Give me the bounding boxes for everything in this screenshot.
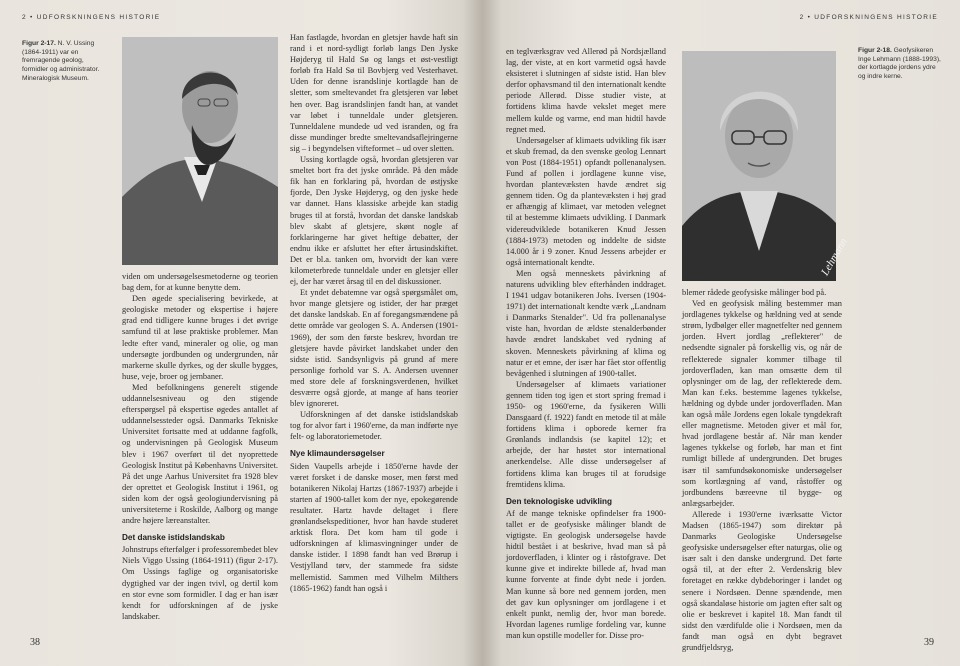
paragraph: Af de mange tekniske opfindelser fra 1900-tallet er de geofysiske målinger blandt de vigtigste. En geologisk undersøgelse havde hidtil bestået i at beskrive, hvad man så på jordoverfladen, i klinter og i råstofgrave. Det kunne give et indirekte billede af, hvad man kunne forvente at finde dybt nede i jorden. Man kunne så bore ned gennem jorden, men det gav kun oplysninger om jordlagene i et enkelt punkt, nemlig der, hvor man borede. Hvordan lagenes rumlige fordeling var, kunne man kun opstille modeller for. Disse pro-: [506, 508, 666, 640]
paragraph: Johnstrups efterfølger i professorembedet blev Niels Viggo Ussing (1864-1911) (figur 2-17). Om Ussings faglige og organisatoriske dygtighed var der ingen tvivl, og dertil kom en stor evne som formidler. I dag er han især kendt for udforskningen af de jyske landskaber.: [122, 545, 278, 621]
right-page: [482, 0, 960, 666]
right-column-2: [682, 287, 842, 653]
portrait-photo-ussing: [122, 37, 278, 265]
portrait-illustration: [122, 37, 278, 265]
page-number: 38: [30, 637, 40, 648]
paragraph: Men også menneskets påvirkning af naturens udvikling blev efterhånden inddraget. I 1941 udgav botanikeren Johs. Iversen (1904-1971) det internationalt kendte værk „Landnam i Danmarks Stenalder". Ud fra pollenanalyse viste han, hvordan de ældste stenalderbønder havde ændret landskabet ved rydning af skoven. Menneskets påvirkning af klima og natur er et emne, der især har fået stor offentlig bevågenhed i slutningen af 1900-tallet.: [506, 268, 666, 378]
paragraph: blemer rådede geofysiske målinger bod på.: [682, 288, 827, 297]
figure-caption-text: N. V. Ussing (1864-1911) var en fremragende geolog, formidler og administrator. Mineralogisk Museum.: [22, 40, 100, 82]
paragraph: Med befolkningens generelt stigende uddannelsesniveau og den stigende efterspørgsel på ekspertise øgedes antallet af uddannelsessteder også. Danmarks Tekniske Universitet fortsatte med at uddanne fagfolk, og undervisningen på Geologisk Museum blev i 1967 overført til det nyoprettede Geologisk Institut på Københavns Universitet. På det unge Aarhus Universitet fra 1928 blev der oprettet et Geologisk Institut i 1961, og siden kom der også geologiundervisning på universiteterne i Roskilde, Aalborg og mange andre højere læreanstalter.: [122, 382, 278, 526]
left-column-1: [122, 271, 278, 622]
running-header: 2 • UDFORSKNINGENS HISTORIE: [799, 14, 938, 21]
paragraph: Allerede i 1930'erne iværksatte Victor Madsen (1865-1947) som direktør på Danmarks Geologiske Undersøgelse geofysiske undersøgelser efter naturgas, olie og især salt i den danske undergrund. Det førte også til, at der efter 2. Verdenskrig blev foretaget en række dybdeboringer i landet og senere i Nordsøen. Denne spændende, men også skandaløse historie om jagten efter salt og olie er beskrevet i kapitel 18. Man fandt til sidst den værdifulde olie i Nordsøen, men da fandt man også en dybt begravet grundfjeldsryg,: [682, 509, 842, 652]
paragraph: Undersøgelser af klimaets udvikling fik især et skub fremad, da den svenske geolog Lennart von Post (1884-1951) opfandt pollenanalysen. Fund af pollen i jordlagene kunne vise, hvordan plantevæksten havde ændret sig gennem tiden. Og da plantevæksten i høj grad er afhængig af klimaet, var metoden velegnet til at bestemme klimaets udvikling. I Danmark videreudviklede botanikeren Knud Jessen (1884-1973) metoden og inddelte de sidste 14.000 år i 9 zoner. Knud Jessens arbejder er også internationalt kendte.: [506, 135, 666, 267]
section-heading: Nye klimaundersøgelser: [290, 449, 385, 459]
paragraph: Han fastlagde, hvordan en gletsjer havde haft sin rand i et nord-sydligt forløb langs Den Jyske Højderyg til Hald Sø og langs et øst-vestligt forløb fra Hald Sø til Bovbjerg ved Vesterhavet. Uden for denne israndslinje kortlagde han de sletter, som smeltevandet fra gletsjeren var løbet hen over. Bag israndslinjen fandt han, at vandet var løbet i tunneldale under gletsjeren. Tunneldalene mundede ud ved isranden, og fra disse mundinger bredte smeltevandsaflejringerne sig – i begyndelsen vifteformet – ud over sletten.: [290, 33, 458, 153]
figure-label: Figur 2-18.: [858, 47, 892, 54]
paragraph: Siden Vaupells arbejde i 1850'erne havde der været forsket i de danske moser, men først med botanikeren Nikolaj Hartzs (1867-1937) arbejde i starten af 1900-tallet kom der nye, epokegørende resultater. Hartz havde deltaget i flere grønlandsekspeditioner, hvor han havde studeret arktisk flora. Det kom ham til gode i udforskningen af klimasvingninger under de danske istider. I 1898 fandt han ved Brørup i Vestjylland tørv, der stammede fra sidste mellemistid. Sammen med Vilhelm Milthers (1865-1962) fandt han også i: [290, 461, 458, 593]
right-column-1: [506, 46, 666, 641]
portrait-photo-lehmann: [682, 51, 850, 281]
paragraph: Ved en geofysisk måling bestemmer man jordlagenes tykkelse og hældning ved at sende strøm, lydbølger eller magnetfelter ned gennem jorden. Hvert jordlag „reflekterer" de nedsendte signaler på forskellig vis, og når de reflekterede signaler kommer tilbage til jordoverfladen, kan man omsætte dem til oplysninger om de lag, der reflekterede dem. Man kan f.eks. bestemme lagenes tykkelse, hældning og dybde under jordoverfladen. Man kan også måle Jordens egen lokale tyngdekraft eller magnetisme. Metoden giver et mål for, hvad jordlagene består af. Når man kender lagenes tykkelse og forløb, har man et fint rumligt billede af undergrunden. Det bruges især til samfundsøkonomiske undersøgelser som kortlægning af vand, råstoffer og jordbundens bæreevne til bygge- og anlægsarbejder.: [682, 299, 842, 508]
signature: Lehmann: [819, 236, 850, 278]
figure-caption-text: Geofysikeren Inge Lehmann (1888-1993), der kortlagde jordens ydre og indre kerne.: [858, 47, 941, 81]
running-header: 2 • UDFORSKNINGENS HISTORIE: [22, 14, 161, 21]
section-heading: Den teknologiske udvikling: [506, 496, 613, 506]
figure-label: Figur 2-17.: [22, 40, 56, 47]
page-number: 39: [924, 637, 934, 648]
portrait-illustration: [682, 51, 836, 281]
paragraph: Den øgede specialisering bevirkede, at geologiske metoder og ekspertise i højere grad end tidligere kunne bruges i det øvrige samfund til at løse praktiske problemer. Man ledte efter vand, mineraler og olie, og man undersøgte jordbunden og undergrunden, når markerne skulle dyrkes, og der skulle bygges, huse, veje, broer og jernbaner.: [122, 294, 278, 381]
paragraph: Et yndet debatemne var også spørgsmålet om, hvor mange gletsjere og istider, der har præget det danske landskab. En af foregangsmændene på dette område var geologen S. A. Andersen (1901-1969), der som den første beskrev, hvordan tre gletsjere havde påvirket landskabet under den sidste istid. Sandsynligvis på grund af mere personlige forhold var S. A. Andersen uvenner med store dele af forskningsverdenen, hvilket desværre også gjorde, at mange af hans teorier blev ignoreret.: [290, 288, 458, 409]
paragraph: Udforskningen af det danske istidslandskab tog for alvor fart i 1960'erne, da man indførte nye felt- og laboratoriemetoder.: [290, 410, 458, 442]
paragraph: en teglværksgrav ved Allerød på Nordsjælland lag, der viste, at en kort varmetid også havde eksisteret i slutningen af sidste istid. Han blev derfor ophavsmand til den internationalt kendte periode Allerød. Disse studier viste, at fortidens klima havde vekslet meget mere mellem kulde og varme, end man hidtil havde regnet med.: [506, 47, 666, 134]
figure-caption: [22, 40, 108, 84]
paragraph: Undersøgelser af klimaets variationer gennem tiden tog igen et stort spring fremad i 1950- og 1960'erne, da fysikeren Willi Dansgaard (f. 1922) fandt en metode til at måle fortidens klima i opborede kerner fra Grønlands indlandsis (se kapitel 12); et arbejde, der har høstet stor international anerkendelse. Alle disse undersøgelser af fortidens klima kan bruges til at forudsige fremtidens klima.: [506, 379, 666, 489]
paragraph: Ussing kortlagde også, hvordan gletsjeren var smeltet bort fra det jyske område. På den måde fik han en forklaring på, hvordan de østjyske fjorde, Den Jyske Højderyg, og den jyske hede var dannet. Hans klassiske arbejde kan stadig bruges til at forstå, hvordan det danske landskab blev skabt af gletsjere, skønt nogle af forklaringerne har givet heftige debatter, der endnu ikke er afsluttet her efter årtusindskiftet. Det er bl.a. tanken om, hvorvidt der kan være kilometerbrede tunneldale under en gletsjer eller ej, der har været årsag til en del diskussioner.: [290, 155, 458, 287]
paragraph: viden om undersøgelsesmetoderne og teorien bag dem, for at kunne benytte dem.: [122, 272, 278, 293]
left-column-2: [290, 32, 458, 594]
figure-caption: [858, 47, 942, 82]
section-heading: Det danske istidslandskab: [122, 533, 225, 543]
